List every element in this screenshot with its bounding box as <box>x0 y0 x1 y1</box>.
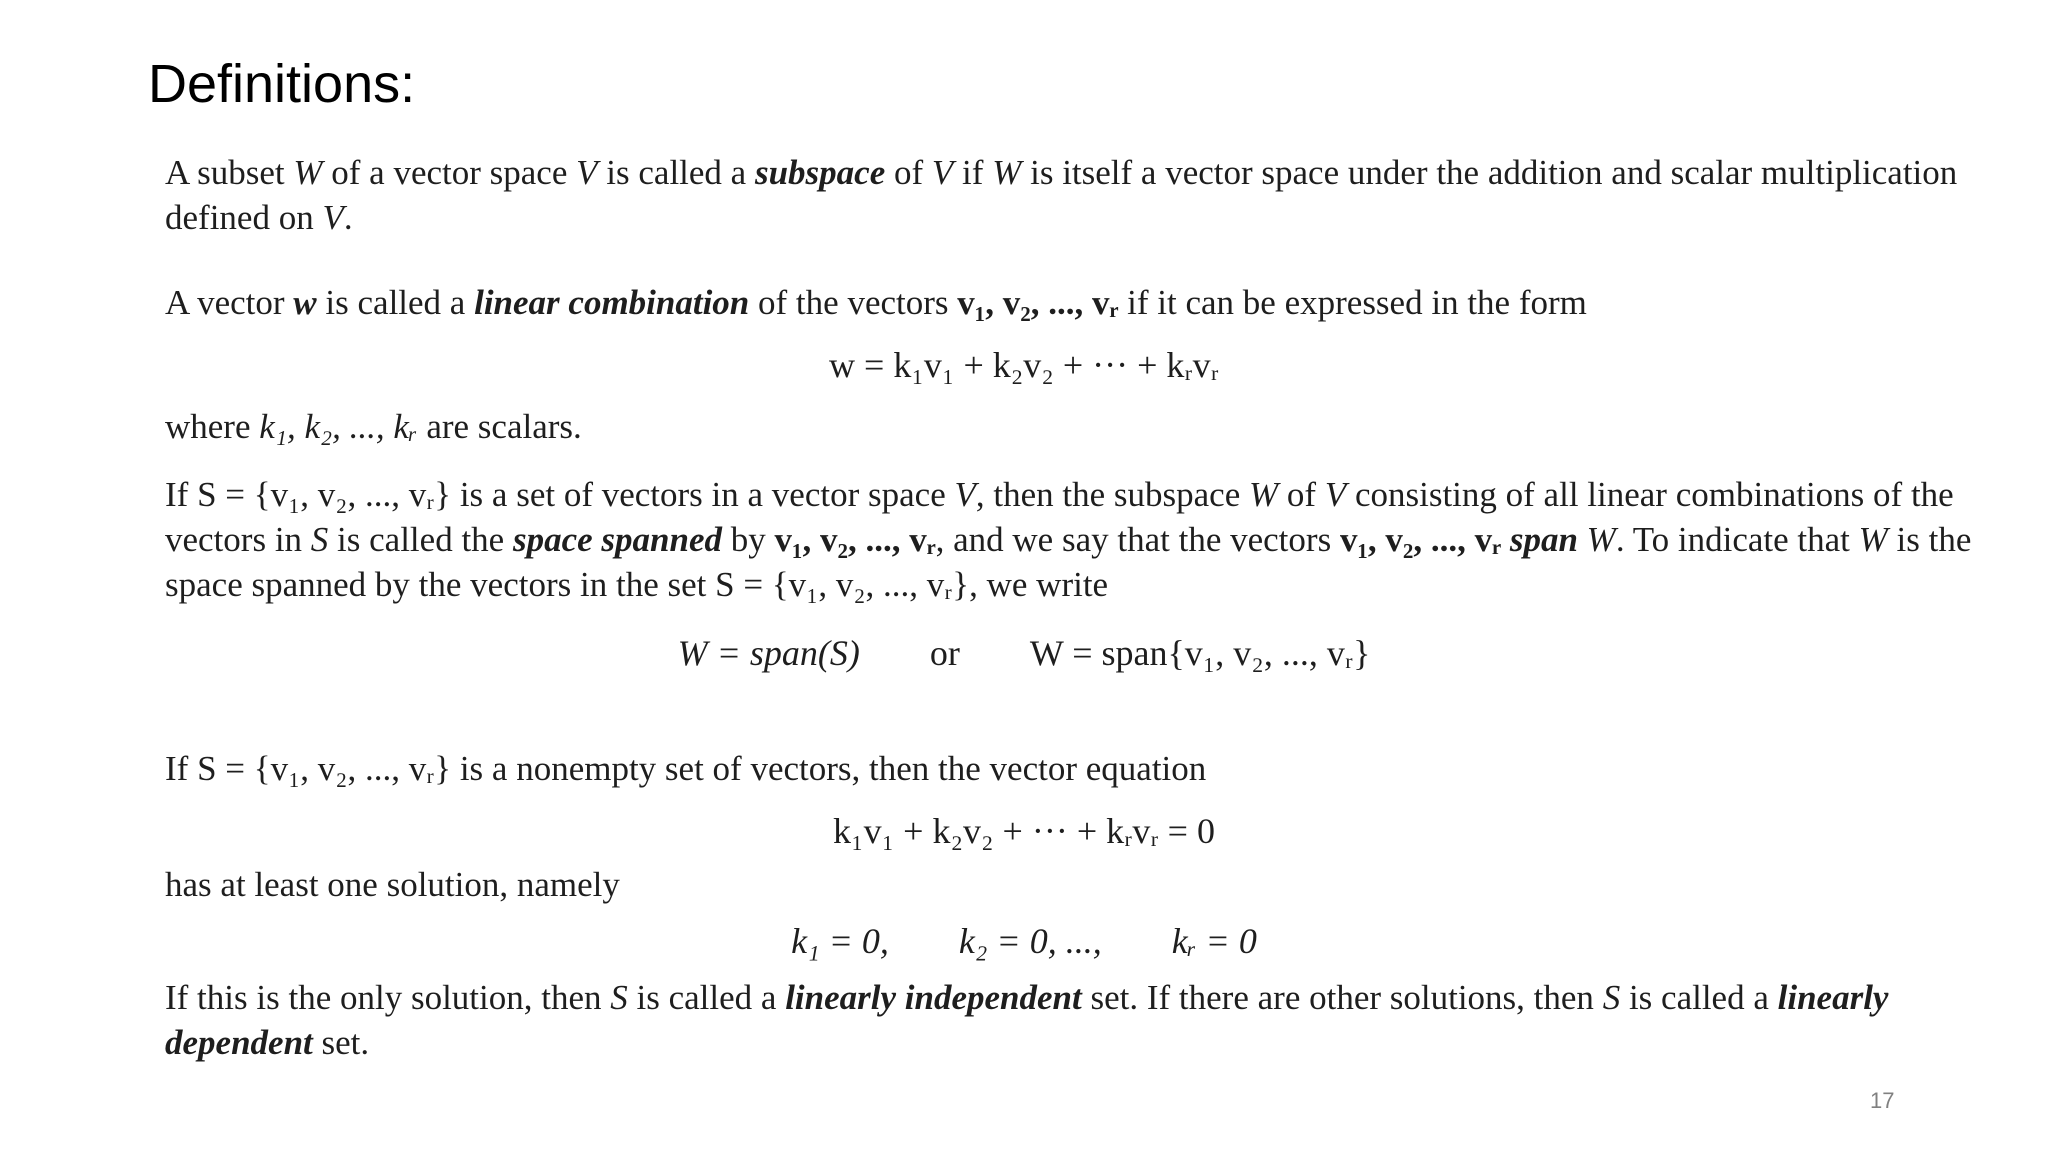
subspace-definition <box>165 150 1995 240</box>
text: is called a <box>597 153 755 192</box>
text: If <box>165 749 198 788</box>
scalars-note <box>165 404 1995 449</box>
symbol-S: S <box>310 520 329 559</box>
text: If <box>165 475 198 514</box>
text: where <box>165 407 260 446</box>
text: of <box>885 153 932 192</box>
text: is the space spanned by the vectors in the set <box>165 520 1972 604</box>
symbol-S: S <box>610 978 628 1017</box>
text: by <box>721 520 775 559</box>
text: if it can be expressed in the form <box>1118 283 1587 322</box>
symbol-S: S <box>1602 978 1621 1017</box>
symbol-V: V <box>954 475 976 514</box>
set-S: S = {v₁, v₂, ..., vᵣ} <box>715 565 970 604</box>
text: , then the subspace <box>975 475 1249 514</box>
span-equation-right: W = span{v₁, v₂, ..., vᵣ} <box>1029 633 1371 673</box>
text: set. <box>312 1023 370 1062</box>
text: is called a <box>627 978 786 1017</box>
text: If this is the only solution, then <box>165 978 611 1017</box>
text: of <box>1278 475 1325 514</box>
span-equation <box>0 630 2048 676</box>
symbol-W: W <box>992 153 1022 192</box>
symbol-W: W <box>293 153 323 192</box>
text: of a vector space <box>322 153 577 192</box>
symbol-w: w <box>293 283 317 322</box>
text: are scalars. <box>417 407 582 446</box>
vector-list: v₁, v₂, ..., vᵣ <box>957 283 1119 322</box>
span-equation-left: W = span(S) <box>677 633 860 673</box>
text: is called a <box>1620 978 1778 1017</box>
symbol-V: V <box>1324 475 1347 514</box>
symbol-V: V <box>322 198 344 237</box>
set-S: S = {v₁, v₂, ..., vᵣ} <box>197 749 452 788</box>
text: is itself a vector space under the addition and scalar multiplication defined on <box>165 153 1958 237</box>
term-space-spanned: space spanned <box>512 520 722 559</box>
solution-k2: k₂ = 0, ..., <box>958 921 1102 961</box>
term-span: span <box>1509 520 1578 559</box>
solution-k1: k₁ = 0, <box>791 921 889 961</box>
term-linearly-dependent: linearly dependent <box>165 978 1889 1062</box>
text: is a set of vectors in a vector space <box>451 475 955 514</box>
text: . <box>343 198 353 237</box>
term-linear-combination: linear combination <box>474 283 750 322</box>
text: consisting of all linear combinations of the vectors in <box>165 475 1954 559</box>
text: , and we say that the vectors <box>935 520 1340 559</box>
slide-title: Definitions: <box>148 54 416 114</box>
text: . To indicate that <box>1615 520 1859 559</box>
solution-kr: kᵣ = 0 <box>1171 921 1257 961</box>
text: set. If there are other solutions, then <box>1081 978 1603 1017</box>
vector-list: v₁, v₂, ..., vᵣ <box>1339 520 1502 559</box>
symbol-W: W <box>1586 520 1616 559</box>
text: A vector <box>165 283 294 322</box>
text: is called a <box>316 283 475 322</box>
span-definition <box>165 472 1995 607</box>
independence-definition <box>165 975 1995 1065</box>
page-number: 17 <box>1870 1088 1895 1113</box>
text: A subset <box>165 153 294 192</box>
term-linearly-independent: linearly independent <box>785 978 1082 1017</box>
scalar-list: k₁, k₂, ..., kᵣ <box>259 407 418 446</box>
linear-combination-equation: w = k₁v₁ + k₂v₂ + ··· + kᵣvᵣ <box>829 345 1219 385</box>
text: is called the <box>328 520 513 559</box>
text: if <box>953 153 993 192</box>
vector-list: v₁, v₂, ..., vᵣ <box>774 520 936 559</box>
solution-intro: has at least one solution, namely <box>165 865 620 904</box>
independence-intro <box>165 746 1995 791</box>
trivial-solution <box>0 918 2048 964</box>
symbol-V: V <box>576 153 598 192</box>
symbol-W: W <box>1249 475 1279 514</box>
span-equation-or: or <box>929 633 960 673</box>
linear-combination-definition <box>165 280 1995 325</box>
text: of the vectors <box>749 283 958 322</box>
symbol-W: W <box>1858 520 1888 559</box>
text: , we write <box>969 565 1109 604</box>
set-S: S = {v₁, v₂, ..., vᵣ} <box>197 475 452 514</box>
term-subspace: subspace <box>754 153 886 192</box>
symbol-V: V <box>931 153 954 192</box>
independence-equation: k₁v₁ + k₂v₂ + ··· + kᵣvᵣ = 0 <box>833 811 1215 851</box>
text: is a nonempty set of vectors, then the vector equation <box>451 749 1207 788</box>
